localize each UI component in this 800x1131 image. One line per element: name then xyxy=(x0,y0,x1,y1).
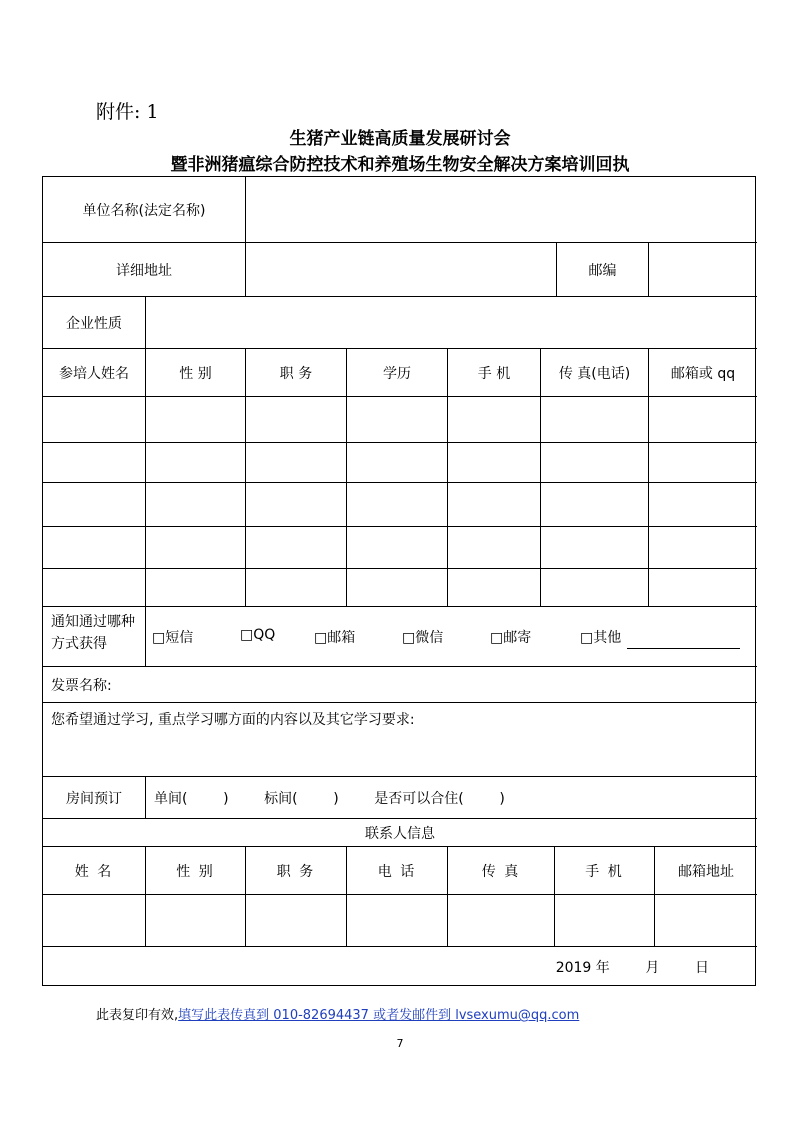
trainee-education-field[interactable] xyxy=(347,527,448,569)
trainee-education-field[interactable] xyxy=(347,397,448,443)
trainee-position-field[interactable] xyxy=(246,397,347,443)
room-booking-label: 房间预订 xyxy=(43,777,146,819)
page-number: 7 xyxy=(396,1037,404,1050)
contact-header-email: 邮箱地址 xyxy=(655,847,757,895)
trainee-email-field[interactable] xyxy=(649,443,757,483)
unit-name-label: 单位名称(法定名称) xyxy=(43,177,246,243)
option-sms-checkbox[interactable]: □短信 xyxy=(152,630,194,646)
footer-note xyxy=(96,1004,579,1023)
address-label: 详细地址 xyxy=(43,243,246,297)
option-post-checkbox[interactable]: □邮寄 xyxy=(490,630,532,646)
trainee-fax-field[interactable] xyxy=(541,443,649,483)
trainee-name-field[interactable] xyxy=(43,569,146,607)
contact-section-title: 联系人信息 xyxy=(43,819,757,847)
room-booking-options[interactable]: 单间( ) 标间( ) 是否可以合住( ) xyxy=(146,777,757,819)
trainee-gender-field[interactable] xyxy=(146,527,246,569)
company-nature-field[interactable] xyxy=(146,297,757,349)
trainee-email-field[interactable] xyxy=(649,483,757,527)
trainee-position-field[interactable] xyxy=(246,483,347,527)
contact-header-phone: 电 话 xyxy=(347,847,448,895)
option-qq-checkbox[interactable]: □QQ xyxy=(240,627,276,643)
option-email-checkbox[interactable]: □邮箱 xyxy=(314,630,356,646)
trainee-education-field[interactable] xyxy=(347,569,448,607)
company-nature-label: 企业性质 xyxy=(43,297,146,349)
trainee-header-email: 邮箱或 qq xyxy=(649,349,757,397)
trainee-header-position: 职 务 xyxy=(246,349,347,397)
notify-options-cell xyxy=(146,607,757,667)
trainee-position-field[interactable] xyxy=(246,569,347,607)
contact-mobile-field[interactable] xyxy=(555,895,655,947)
trainee-gender-field[interactable] xyxy=(146,443,246,483)
contact-header-mobile: 手 机 xyxy=(555,847,655,895)
trainee-position-field[interactable] xyxy=(246,527,347,569)
trainee-header-fax: 传 真(电话) xyxy=(541,349,649,397)
trainee-header-gender: 性 别 xyxy=(146,349,246,397)
option-wechat-checkbox[interactable]: □微信 xyxy=(402,630,444,646)
trainee-header-mobile: 手 机 xyxy=(448,349,541,397)
contact-header-gender: 性 别 xyxy=(146,847,246,895)
trainee-mobile-field[interactable] xyxy=(448,569,541,607)
footer-plain-text: 此表复印有效, xyxy=(96,1008,179,1023)
trainee-fax-field[interactable] xyxy=(541,483,649,527)
option-other-checkbox[interactable]: □其他 xyxy=(580,630,622,646)
trainee-position-field[interactable] xyxy=(246,443,347,483)
trainee-education-field[interactable] xyxy=(347,483,448,527)
attachment-label: 附件: 1 xyxy=(96,101,159,123)
trainee-mobile-field[interactable] xyxy=(448,443,541,483)
address-field[interactable] xyxy=(246,243,557,297)
trainee-header-education: 学历 xyxy=(347,349,448,397)
contact-header-name: 姓 名 xyxy=(43,847,146,895)
unit-name-field[interactable] xyxy=(246,177,757,243)
trainee-name-field[interactable] xyxy=(43,483,146,527)
contact-header-fax: 传 真 xyxy=(448,847,555,895)
trainee-email-field[interactable] xyxy=(649,397,757,443)
trainee-name-field[interactable] xyxy=(43,527,146,569)
notify-method-label: 通知通过哪种方式获得 xyxy=(43,607,146,667)
contact-gender-field[interactable] xyxy=(146,895,246,947)
trainee-fax-field[interactable] xyxy=(541,397,649,443)
trainee-email-field[interactable] xyxy=(649,527,757,569)
other-fill-line[interactable] xyxy=(627,648,740,649)
form-subtitle: 暨非洲猪瘟综合防控技术和养殖场生物安全解决方案培训回执 xyxy=(170,155,630,175)
trainee-email-field[interactable] xyxy=(649,569,757,607)
trainee-header-name: 参培人姓名 xyxy=(43,349,146,397)
registration-form-table xyxy=(42,176,756,986)
trainee-fax-field[interactable] xyxy=(541,527,649,569)
contact-fax-field[interactable] xyxy=(448,895,555,947)
contact-phone-field[interactable] xyxy=(347,895,448,947)
trainee-mobile-field[interactable] xyxy=(448,527,541,569)
trainee-name-field[interactable] xyxy=(43,397,146,443)
trainee-fax-field[interactable] xyxy=(541,569,649,607)
footer-fax-email-link[interactable]: 填写此表传真到 010-82694437 或者发邮件到 lvsexumu@qq.com xyxy=(178,1008,580,1023)
trainee-gender-field[interactable] xyxy=(146,483,246,527)
trainee-name-field[interactable] xyxy=(43,443,146,483)
postcode-field[interactable] xyxy=(649,243,757,297)
trainee-gender-field[interactable] xyxy=(146,569,246,607)
learning-requirements-field[interactable]: 您希望通过学习, 重点学习哪方面的内容以及其它学习要求: xyxy=(43,703,757,777)
trainee-mobile-field[interactable] xyxy=(448,397,541,443)
contact-email-field[interactable] xyxy=(655,895,757,947)
trainee-education-field[interactable] xyxy=(347,443,448,483)
contact-header-position: 职 务 xyxy=(246,847,347,895)
contact-position-field[interactable] xyxy=(246,895,347,947)
trainee-mobile-field[interactable] xyxy=(448,483,541,527)
contact-name-field[interactable] xyxy=(43,895,146,947)
trainee-gender-field[interactable] xyxy=(146,397,246,443)
invoice-name-label[interactable]: 发票名称: xyxy=(43,667,757,703)
date-line: 2019 年 月 日 xyxy=(555,960,709,976)
postcode-label: 邮编 xyxy=(557,243,649,297)
form-title: 生猪产业链高质量发展研讨会 xyxy=(289,129,511,149)
